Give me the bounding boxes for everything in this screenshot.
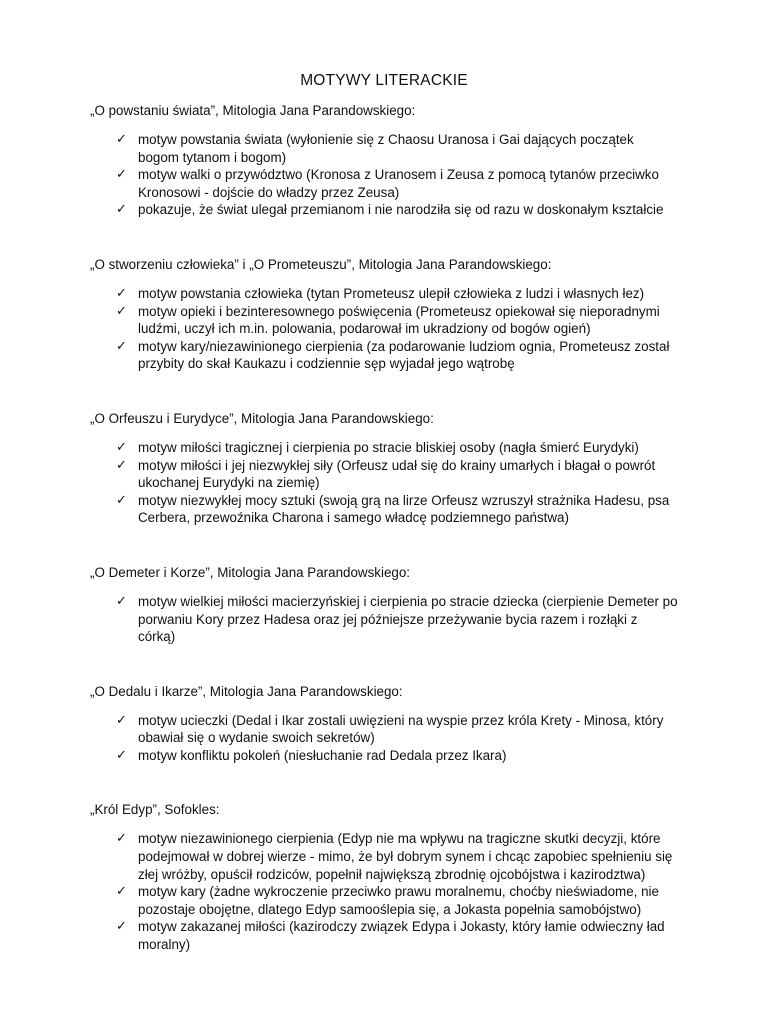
- list-item: [90, 303, 678, 338]
- checkmark-icon: ✓: [116, 492, 127, 508]
- list-item: [90, 457, 678, 492]
- list-item-text: motyw powstania świata (wyłonienie się z Chaosu Uranosa i Gai dających początek bogom tytanom i bogom): [138, 132, 634, 165]
- sections-container: [90, 102, 678, 954]
- checkmark-icon: ✓: [116, 712, 127, 728]
- list-item-text: motyw niezwykłej mocy sztuki (swoją grą na lirze Orfeusz wzruszył strażnika Hadesu, psa Cerbera, przewoźnika Charona i samego władcę podziemnego państwa): [138, 492, 670, 526]
- list-item-text: motyw opieki i bezinteresownego poświęcenia (Prometeusz opiekował się nieporadnymi ludźmi, uczył ich m.in. polowania, podarował im ukradziony od bogów ogień): [138, 303, 660, 337]
- list-item: [90, 830, 678, 883]
- list-item-text: motyw walki o przywództwo (Kronosa z Uranosem i Zeusa z pomocą tytanów przeciwko Kronosowi - dojście do władzy przez Zeusa): [138, 167, 659, 200]
- checkmark-icon: ✓: [116, 338, 127, 354]
- list-item: [90, 166, 678, 201]
- list-item: [90, 439, 678, 457]
- motif-list: [90, 712, 678, 765]
- list-item: [90, 593, 678, 646]
- list-item: [90, 747, 678, 765]
- checkmark-icon: ✓: [116, 202, 127, 218]
- checkmark-icon: ✓: [116, 132, 127, 147]
- motif-list: [90, 593, 678, 646]
- list-item: [90, 201, 678, 219]
- list-item: [90, 131, 678, 166]
- checkmark-icon: ✓: [116, 884, 127, 900]
- section-heading: „O Demeter i Korze”, Mitologia Jana Parandowskiego:: [90, 564, 411, 580]
- list-item-text: motyw powstania człowieka (tytan Prometeusz ulepił człowieka z ludzi i własnych łez): [138, 285, 645, 301]
- list-item: [90, 338, 678, 373]
- checkmark-icon: ✓: [116, 919, 127, 935]
- motif-section: [90, 683, 678, 765]
- list-item: [90, 712, 678, 747]
- motif-section: [90, 564, 678, 646]
- checkmark-icon: ✓: [116, 439, 127, 455]
- section-heading: „O Orfeuszu i Eurydyce”, Mitologia Jana Parandowskiego:: [90, 410, 434, 426]
- checkmark-icon: ✓: [116, 747, 127, 763]
- list-item-text: pokazuje, że świat ulegał przemianom i nie narodziła się od razu w doskonałym kształcie: [138, 202, 664, 218]
- list-item-text: motyw kary (żadne wykroczenie przeciwko prawu moralnemu, choćby nieświadome, nie pozostaje obojętne, dlatego Edyp samooślepia się, a Jokasta popełnia samobójstwo): [138, 884, 659, 917]
- motif-list: [90, 285, 678, 373]
- page-title: MOTYWY LITERACKIE: [300, 72, 468, 89]
- checkmark-icon: ✓: [116, 303, 127, 319]
- list-item-text: motyw wielkiej miłości macierzyńskiej i cierpienia po stracie dziecka (cierpienie Demeter po porwaniu Kory przez Hadesa oraz jej późniejsze przeżywanie bycia razem i rozłąki z córką): [138, 593, 678, 645]
- list-item-text: motyw konfliktu pokoleń (niesłuchanie rad Dedala przez Ikara): [138, 747, 507, 763]
- motif-section: [90, 801, 678, 953]
- list-item-text: motyw zakazanej miłości (kazirodczy związek Edypa i Jokasty, który łamie odwieczny ład moralny): [138, 919, 665, 953]
- motif-section: [90, 102, 678, 219]
- section-heading: „O powstaniu świata”, Mitologia Jana Parandowskiego:: [90, 103, 416, 118]
- checkmark-icon: ✓: [116, 593, 127, 609]
- list-item: [90, 492, 678, 527]
- list-item-text: motyw miłości i jej niezwykłej siły (Orfeusz udał się do krainy umarłych i błagał o powrót ukochanej Eurydyki na ziemię): [138, 457, 656, 491]
- list-item-text: motyw kary/niezawinionego cierpienia (za podarowanie ludziom ognia, Prometeusz został przybity do skał Kaukazu i codziennie sęp wyjadał jego wątrobę: [138, 338, 670, 372]
- motif-list: [90, 830, 678, 953]
- list-item-text: motyw niezawinionego cierpienia (Edyp nie ma wpływu na tragiczne skutki decyzji, które podejmował w dobrej wierze - mimo, że był dobrym synem i chcąc zapobiec spełnieniu się złej wróżby, opuścił rodziców, popełnił największą zbrodnię ojcobójstwa i kazirodztwa): [138, 831, 673, 882]
- list-item-text: motyw ucieczki (Dedal i Ikar zostali uwięzieni na wyspie przez króla Krety - Minosa, który obawiał się o wydanie swoich sekretów): [138, 712, 664, 746]
- checkmark-icon: ✓: [116, 831, 127, 847]
- list-item-text: motyw miłości tragicznej i cierpienia po stracie bliskiej osoby (nagła śmierć Eurydyki): [138, 439, 639, 455]
- list-item: [90, 883, 678, 918]
- checkmark-icon: ✓: [116, 285, 127, 301]
- section-heading: „Król Edyp”, Sofokles:: [90, 802, 220, 818]
- motif-section: [90, 410, 678, 527]
- section-heading: „O Dedalu i Ikarze”, Mitologia Jana Parandowskiego:: [90, 683, 403, 699]
- motif-section: [90, 256, 678, 373]
- list-item: [90, 918, 678, 953]
- section-heading: „O stworzeniu człowieka” i „O Prometeuszu”, Mitologia Jana Parandowskiego:: [90, 256, 552, 272]
- checkmark-icon: ✓: [116, 167, 127, 183]
- motif-list: [90, 439, 678, 527]
- motif-list: [90, 131, 678, 219]
- checkmark-icon: ✓: [116, 457, 127, 473]
- list-item: [90, 285, 678, 303]
